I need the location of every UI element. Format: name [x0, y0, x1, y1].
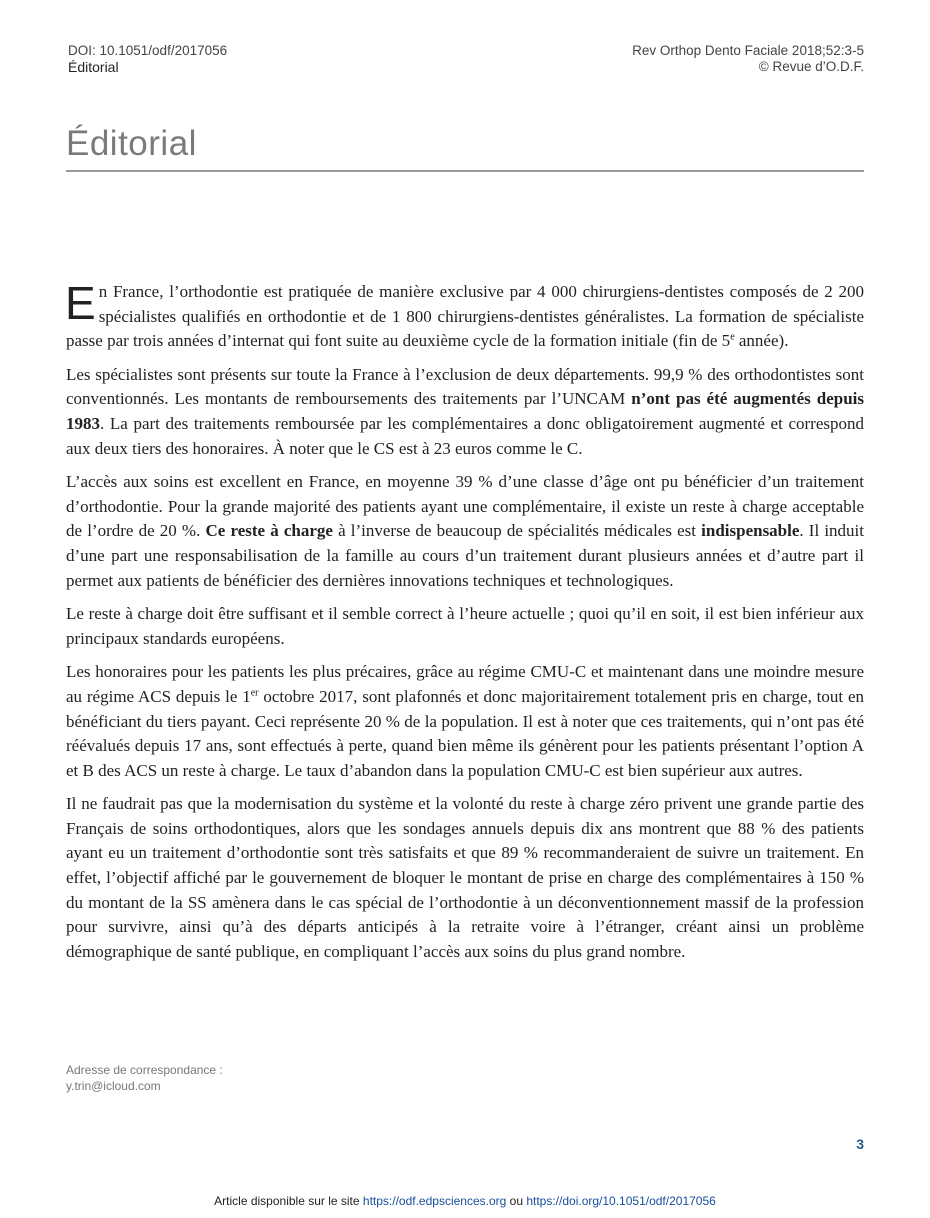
article-body	[65, 277, 864, 973]
paragraph-5	[66, 660, 864, 783]
paragraph-1-text: n France, l’orthodontie est pratiquée de manière exclusive par 4 000 chirurgiens-dentistes composés de 2 200 spécialistes qualifiés en orthodontie et de 1 800 chirurgiens-dentistes généralistes. La formation de spécialiste passe par trois années d’internat qui font suite au deuxième cycle de la formation initiale (fin de 5	[66, 282, 864, 351]
title-divider	[66, 170, 864, 172]
footer-middle: ou	[506, 1194, 527, 1208]
paragraph-2-text-b: . La part des traitements remboursée par les complémentaires a donc obligatoirement augmenté et correspond aux deux tiers des honoraires. À noter que le CS est à 23 euros comme le C.	[66, 413, 864, 458]
paragraph-3	[66, 470, 864, 593]
correspondence-email[interactable]: y.trin@icloud.com	[66, 1079, 161, 1093]
header-right	[632, 43, 864, 75]
paragraph-2-text-a: Les spécialistes sont présents sur toute la France à l’exclusion de deux départements. 99,9 % des orthodontistes sont conventionnés. Les montants de remboursements des traitements par l’UNCAM	[66, 364, 864, 409]
copyright-text: © Revue d’O.D.F.	[758, 59, 864, 74]
page-title: Éditorial	[66, 124, 197, 163]
paragraph-6: Il ne faudrait pas que la modernisation du système et la volonté du reste à charge zéro privent une grande partie des Français de soins orthodontiques, alors que les sondages annuels depuis dix ans montrent que 88 % des patients ayant eu un traitement d’orthodontie sont très satisfaits et que 89 % recommanderaient de suivre un traitement. En effet, l’objectif affiché par le gouvernement de bloquer le montant de prise en charge des complémentaires à 150 % du montant de la SS amènera dans le cas spécial de l’orthodontie à un déconventionnement massif de la profession pour survivre, ainsi qu’à des départs anticipés à la retraite voire à l’étranger, créant ainsi un problème démographique de santé publique, en compliquant l’accès aux soins du plus grand nombre.	[66, 794, 864, 961]
superscript: er	[250, 687, 259, 699]
section-label: Éditorial	[68, 59, 119, 75]
correspondence-label: Adresse de correspondance :	[66, 1063, 223, 1077]
paragraph-5-text-b: octobre 2017, sont plafonnés et donc majoritairement totalement pris en charge, tout en bénéficiant du tiers payant. Ceci représente 20 % de la population. Il est à noter que ces traitements, qui n’ont pas été réévalués depuis 17 ans, sont effectués à perte, quand bien même ils génèrent pour les patients présentant l’option A et B des ACS un reste à charge. Le taux d’abandon dans la population CMU-C est bien supérieur aux autres.	[66, 686, 864, 780]
superscript: e	[730, 331, 735, 343]
drop-cap: E	[65, 277, 96, 329]
doi-text: DOI: 10.1051/odf/2017056	[68, 43, 228, 58]
paragraph-1-end: année).	[734, 331, 789, 351]
footer-prefix: Article disponible sur le site	[214, 1194, 363, 1208]
paragraph-4: Le reste à charge doit être suffisant et il semble correct à l’heure actuelle ; quoi qu’il en soit, il est bien inférieur aux principaux standards européens.	[66, 604, 864, 648]
correspondence-block	[66, 1062, 223, 1094]
paragraph-3-text-a: L’accès aux soins est excellent en France, en moyenne 39 % d’une classe d’âge ont pu bénéficier d’un traitement d’orthodontie. Pour la grande majorité des patients ayant une complémentaire, il existe un reste à charge acceptable de l’ordre de 20 %.	[66, 472, 864, 541]
paragraph-3-text-b: à l’inverse de beaucoup de spécialités médicales est	[332, 521, 702, 541]
footer-link-site[interactable]: https://odf.edpsciences.org	[362, 1194, 507, 1208]
paragraph-2	[66, 363, 864, 461]
paragraph-3-text-c: . Il induit d’une part une responsabilisation de la famille au cours d’un traitement durant plusieurs années et d’autre part il permet aux patients de bénéficier des dernières innovations techniques et technologiques.	[66, 521, 864, 590]
paragraph-3-bold-2: indispensable	[701, 521, 800, 541]
paragraph-2-bold: n’ont pas été augmentés depuis 1983	[66, 389, 864, 433]
paragraph-1	[65, 277, 864, 354]
footer	[0, 1194, 930, 1208]
header-left	[68, 43, 227, 76]
page-number: 3	[856, 1136, 864, 1152]
journal-citation: Rev Orthop Dento Faciale 2018;52:3-5	[632, 43, 864, 58]
footer-link-doi[interactable]: https://doi.org/10.1051/odf/2017056	[526, 1194, 716, 1208]
paragraph-5-text-a: Les honoraires pour les patients les plus précaires, grâce au régime CMU-C et maintenant dans une moindre mesure au régime ACS depuis le 1	[66, 662, 864, 706]
paragraph-3-bold-1: Ce reste à charge	[205, 521, 333, 541]
